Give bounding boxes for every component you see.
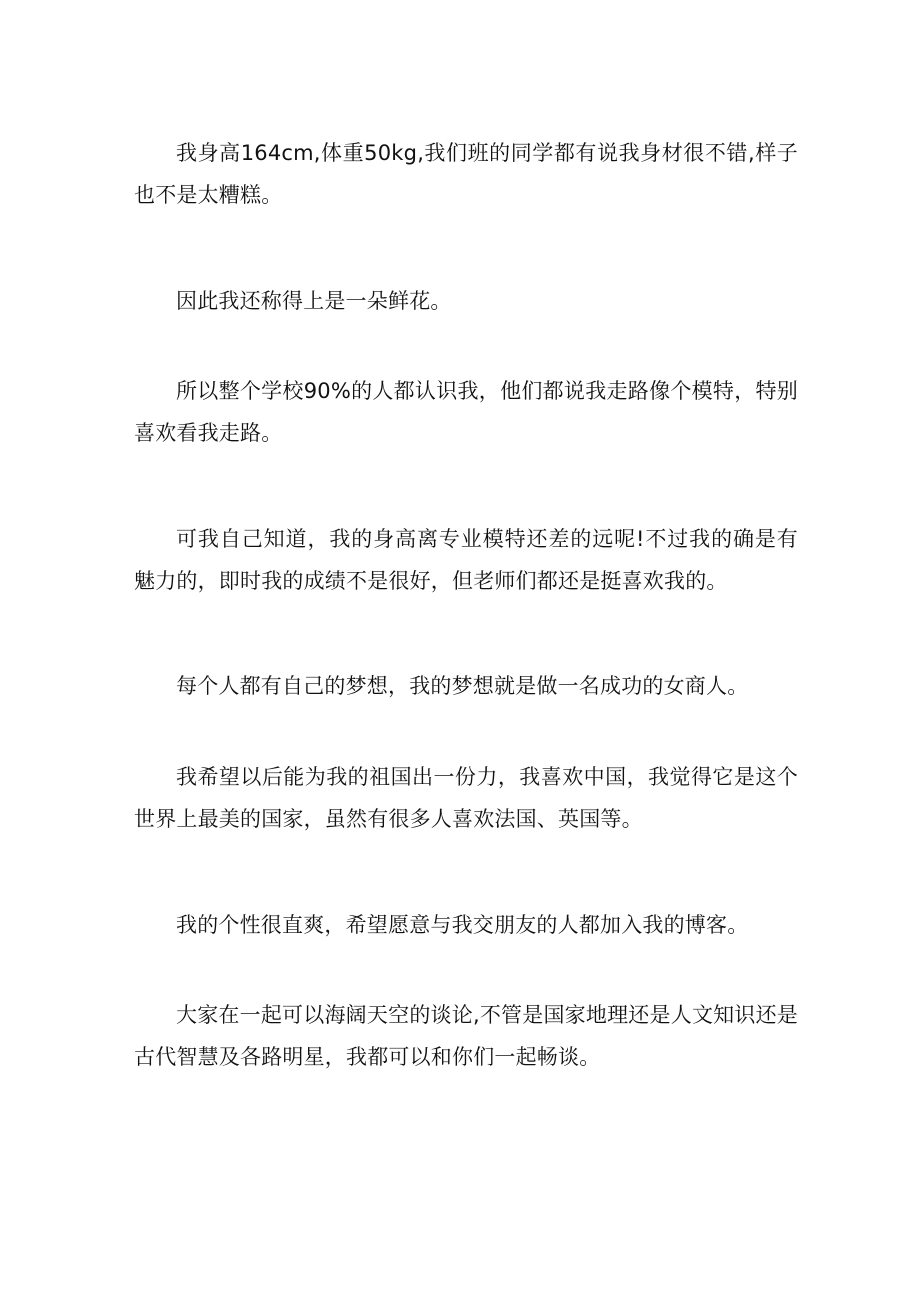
paragraph: 我的个性很直爽，希望愿意与我交朋友的人都加入我的博客。 <box>176 913 749 937</box>
paragraph: 大家在一起可以海阔天空的谈论,不管是国家地理还是人文知识还是古代智慧及各路明星，我都可以和你们一起畅谈。 <box>134 1003 798 1069</box>
paragraph: 我身高164cm,体重50kg,我们班的同学都有说我身材很不错,样子也不是太糟糕。 <box>134 141 798 207</box>
paragraph: 所以整个学校90%的人都认识我，他们都说我走路像个模特，特别喜欢看我走路。 <box>134 379 798 445</box>
paragraph: 每个人都有自己的梦想，我的梦想就是做一名成功的女商人。 <box>176 674 749 698</box>
paragraph: 我希望以后能为我的祖国出一份力，我喜欢中国，我觉得它是这个世界上最美的国家，虽然有很多人喜欢法国、英国等。 <box>134 765 798 831</box>
paragraph: 因此我还称得上是一朵鲜花。 <box>176 289 452 313</box>
paragraph: 可我自己知道，我的身高离专业模特还差的远呢!不过我的确是有魅力的，即时我的成绩不是很好，但老师们都还是挺喜欢我的。 <box>134 527 798 593</box>
